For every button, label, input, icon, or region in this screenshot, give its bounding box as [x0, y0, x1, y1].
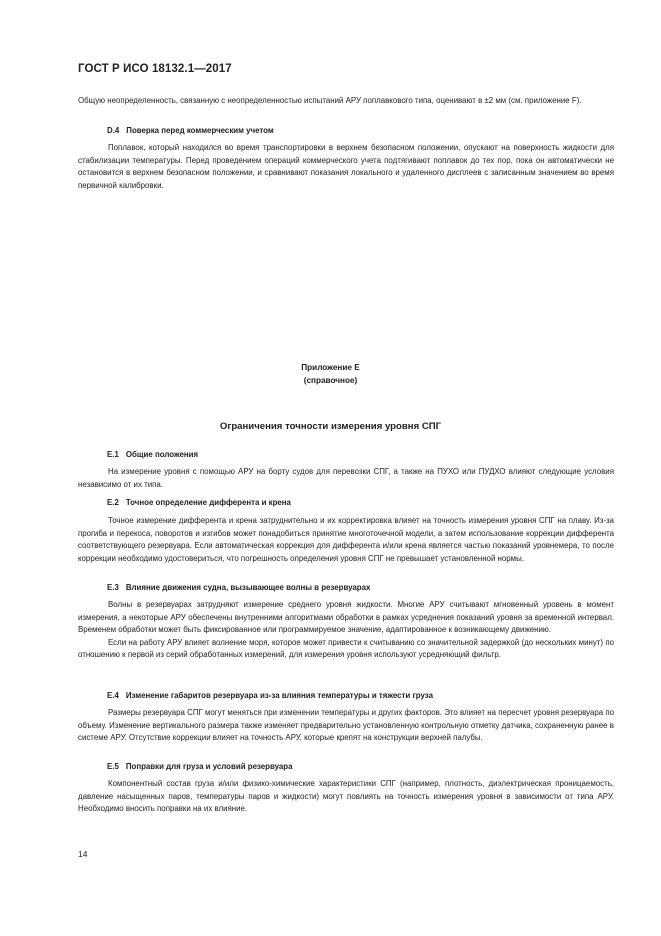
document-header: ГОСТ Р ИСО 18132.1—2017 [78, 63, 232, 75]
paragraph: Компонентный состав груза и/или физико-химические характеристики СПГ (например, плотность, диэлектрическая проницаемость, давление насыщенных паров, температуры паров и жидкости) могут повлиять на точность измерения уровня в зависимости от типа АРУ. Необходимо вносить поправки на их влияние. [78, 779, 614, 814]
section-title: Общие положения [125, 450, 199, 459]
section-e4-body [78, 707, 614, 745]
section-e2-body [78, 515, 614, 565]
section-number: Е.4 [107, 691, 119, 700]
paragraph: Волны в резервуарах затрудняют измерение среднего уровня жидкости. Многие АРУ считывают мгновенный уровень в момент измерения, а некоторые АРУ обеспечены внутренними алгоритмами обработки в рамках усреднения показаний уровня за временной интервал. Временем обработки может быть фиксированное или программируемое значение, адаптированное к возникающему движению. [78, 600, 614, 635]
section-number: Е.2 [107, 498, 119, 507]
appendix-title: Ограничения точности измерения уровня СПГ [219, 421, 442, 432]
section-title: Поправки для груза и условий резервуара [125, 762, 293, 771]
appendix-type: (справочное) [303, 376, 358, 385]
appendix-label: Приложение Е [301, 363, 360, 372]
paragraph: Размеры резервуара СПГ могут меняться при изменении температуры и других факторов. Это влияет на пересчет уровня резервуара по объему. Изменение вертикального размера также изменяет предварительно установленную контрольную отметку датчика, сохраненную ранее в системе АРУ. Отсутствие коррекции влияет на точность АРУ, которые крепят на конструкции верхней палубы. [78, 708, 614, 743]
section-e5-body [78, 778, 614, 816]
page-number: 14 [78, 849, 88, 859]
section-heading-d4 [107, 126, 274, 135]
section-heading-e4 [107, 691, 433, 700]
section-number: D.4 [107, 126, 120, 135]
section-number: Е.1 [107, 450, 119, 459]
paragraph: Точное измерение дифферента и крена затруднительно и их корректировка влияет на точность измерения уровня СПГ на плаву. Из-за прогиба и перекоса, поворотов и изгибов может понадобиться принятие многоточечной модели, а затем использование коррекции дифферента соответствующего резервуара. Если автоматическая коррекция для дифферента и/или крена является частью показаний уровнемера, то после коррекции необходимо удостовериться, что погрешность определения уровня СПГ не превышает установленной нормы. [78, 516, 614, 563]
section-number: Е.5 [107, 762, 119, 771]
section-number: Е.3 [107, 583, 119, 592]
section-heading-e3 [107, 583, 370, 592]
section-title: Поверка перед коммерческим учетом [126, 126, 274, 135]
intro-paragraph: Общую неопределенность, связанную с неопределенностью испытаний АРУ поплавкового типа, оценивают в ±2 мм (см. приложение F). [78, 96, 582, 105]
section-e1-body [78, 466, 614, 491]
intro-paragraph-block [78, 95, 614, 108]
paragraph: Если на работу АРУ влияет волнение моря, которое может привести к считыванию со значительной задержкой (до нескольких минут) по отношению к первой из серий обработанных измерений, для измерения уровня используют усредняющий фильтр. [78, 637, 614, 660]
section-heading-e5 [107, 762, 293, 771]
section-heading-e2 [107, 498, 291, 507]
section-d4-body [78, 142, 614, 192]
section-title: Точное определение дифферента и крена [125, 498, 291, 507]
section-e3-body [78, 599, 614, 662]
paragraph: Поплавок, который находился во время транспортировки в верхнем безопасном положении, опускают на поверхность жидкости для стабилизации температуры. Перед проведением операций коммерческого учета подтягивают поплавок до тех пор, пока он автоматически не остановится в верхнем безопасном положении, и сравнивают показания локального и удаленного дисплеев с записанным значением во время первичной калибровки. [78, 143, 614, 190]
section-title: Влияние движения судна, вызывающее волны в резервуарах [125, 583, 371, 592]
paragraph: На измерение уровня с помощью АРУ на борту судов для перевозки СПГ, а также на ПУХО или ПУДХО влияют следующие условия независимо от их типа. [78, 467, 614, 489]
section-heading-e1 [107, 450, 198, 459]
section-title: Изменение габаритов резервуара из-за влияния температуры и тяжести груза [125, 691, 433, 700]
